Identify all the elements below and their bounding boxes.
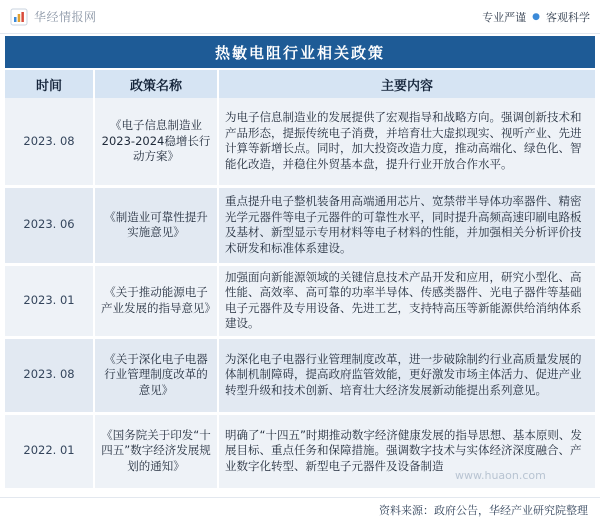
policy-time: 2023. 08	[5, 337, 94, 413]
slogan	[482, 9, 590, 25]
table-title: 热敏电阻行业相关政策	[5, 36, 595, 68]
brand[interactable]	[10, 8, 97, 26]
column-header-content: 主要内容	[218, 70, 595, 98]
policy-time: 2022. 01	[5, 413, 94, 489]
policy-name: 《关于深化电子电器行业管理制度改革的意见》	[94, 337, 218, 413]
huajing-logo-icon	[10, 8, 28, 26]
policy-name: 《制造业可靠性提升实施意见》	[94, 186, 218, 264]
policy-content: 为电子信息制造业的发展提供了宏观指导和战略方向。强调创新技术和产品形态，提振传统电子消费，并培育壮大虚拟现实、视听产业、先进计算等新增长点。同时，加大投资改造力度，推动高端化、绿色化、智能化改造，并稳住外贸基本盘，提升行业开放合作水平。	[218, 98, 595, 186]
top-bar	[0, 0, 600, 34]
table-row	[5, 98, 595, 186]
policy-content: 明确了“十四五”时期推动数字经济健康发展的指导思想、基本原则、发展目标、重点任务和保障措施。强调数字技术与实体经济深度融合、产业数字化转型、新型电子元器件及设备制造	[218, 413, 595, 489]
policy-time: 2023. 08	[5, 98, 94, 186]
policy-table	[5, 70, 595, 491]
table-header-row	[5, 70, 595, 98]
bullet-icon: ●	[532, 11, 540, 22]
watermark: www.huaon.com	[455, 469, 546, 482]
policy-name: 《关于推动能源电子产业发展的指导意见》	[94, 264, 218, 337]
source-note: 资料来源：政府公告，华经产业研究院整理	[379, 503, 588, 517]
policy-content: 为深化电子电器行业管理制度改革，进一步破除制约行业高质量发展的体制机制障碍，提高政府监管效能，更好激发市场主体活力、促进产业转型升级和技术创新、培育壮大经济发展新动能提出系列意见。	[218, 337, 595, 413]
brand-name: 华经情报网	[34, 10, 97, 24]
policy-name: 《国务院关于印发“十四五”数字经济发展规划的通知》	[94, 413, 218, 489]
table-row	[5, 186, 595, 264]
policy-time: 2023. 06	[5, 186, 94, 264]
column-header-time: 时间	[5, 70, 94, 98]
footer	[0, 497, 600, 521]
policy-time: 2023. 01	[5, 264, 94, 337]
policy-content: 重点提升电子整机装备用高端通用芯片、宽禁带半导体功率器件、精密光学元器件等电子元器件的可靠性水平，同时提升高频高速印刷电路板及基材、新型显示专用材料等电子材料的性能，并加强相关分析评价技术研发和标准体系建设。	[218, 186, 595, 264]
column-header-name: 政策名称	[94, 70, 218, 98]
policy-content: 加强面向新能源领域的关键信息技术产品开发和应用，研究小型化、高性能、高效率、高可靠的功率半导体、传感类器件、光电子器件等基础电子元器件及专用设备、先进工艺，支持特高压等新能源供给消纳体系建设。	[218, 264, 595, 337]
table-row	[5, 337, 595, 413]
slogan-left: 专业严谨	[482, 10, 527, 24]
table-row	[5, 264, 595, 337]
slogan-right: 客观科学	[546, 10, 590, 24]
policy-name: 《电子信息制造业2023-2024稳增长行动方案》	[94, 98, 218, 186]
